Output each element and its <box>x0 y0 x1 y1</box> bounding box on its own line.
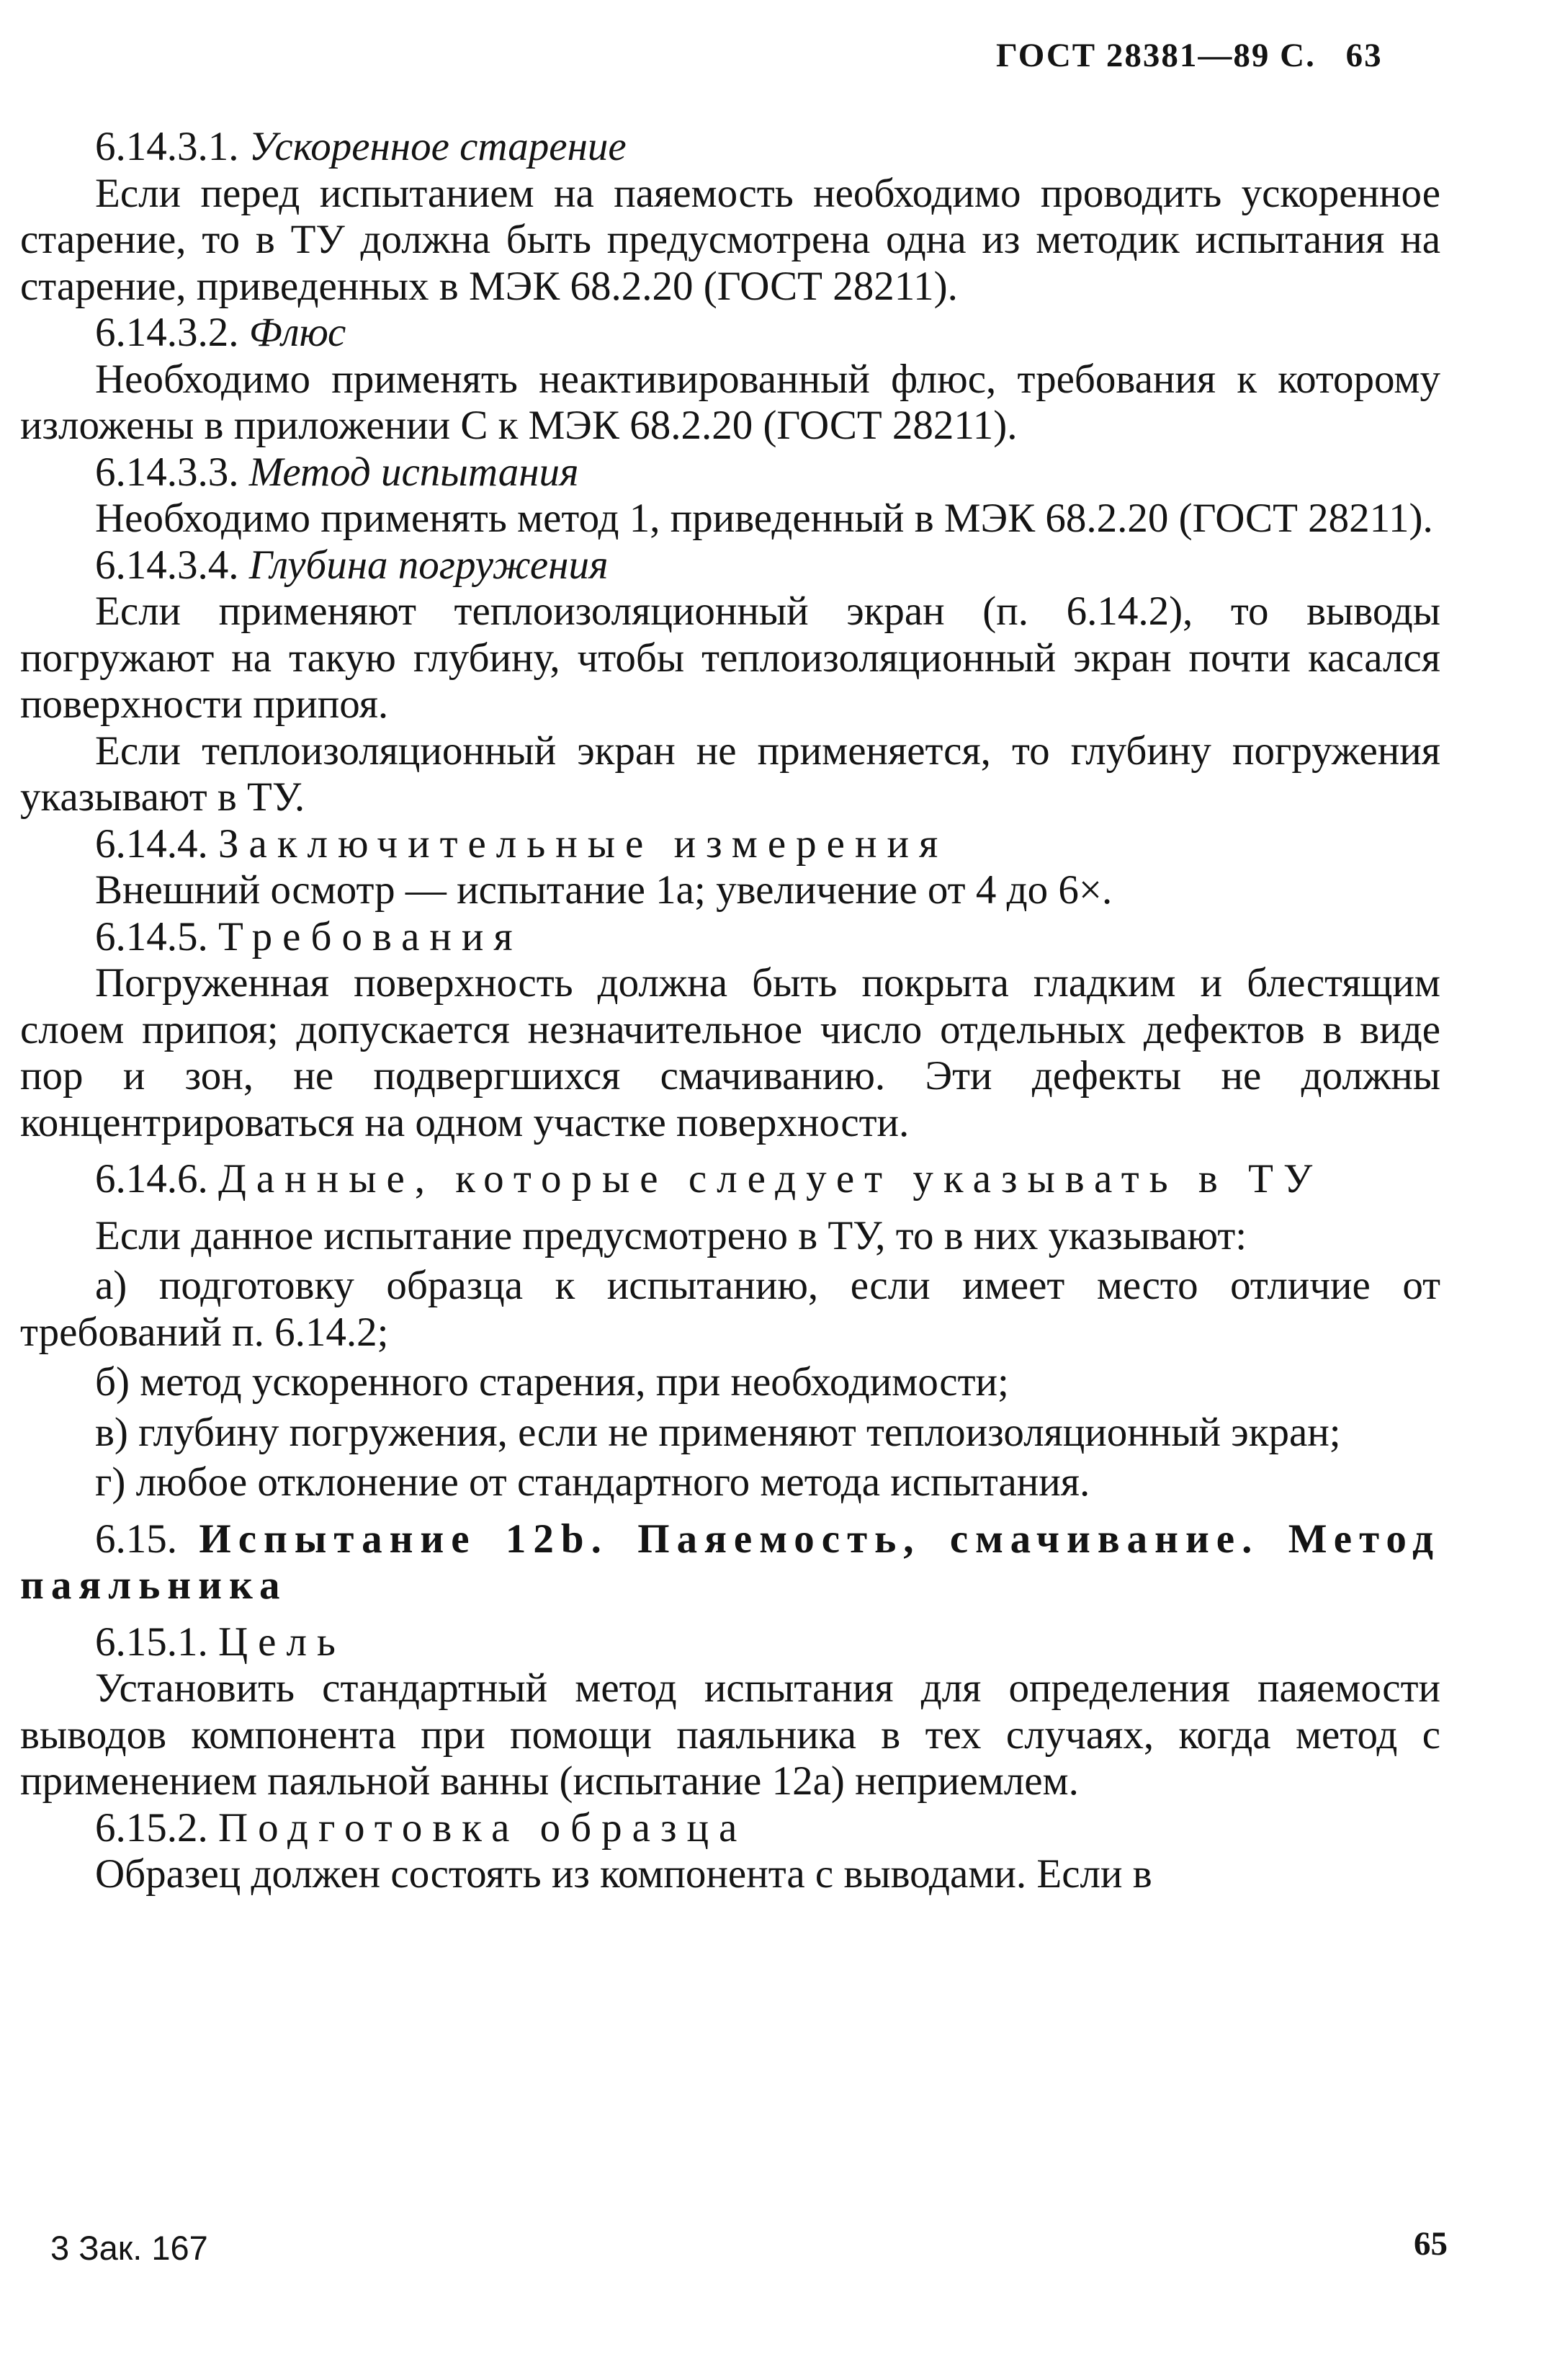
section-title: Испытание 12b. Паяемость, смачивание. Метод паяльника <box>20 1516 1441 1608</box>
section-6-14-6-heading <box>20 1156 1440 1203</box>
standard-number: ГОСТ 28381—89 С. <box>996 37 1316 74</box>
section-number: 6.14.3.2. <box>95 310 239 355</box>
section-6-14-4-heading <box>20 821 1440 868</box>
section-title: Цель <box>218 1619 346 1665</box>
section-6-15-2-heading <box>20 1805 1440 1852</box>
section-6-14-5-heading <box>20 914 1440 961</box>
section-6-14-3-3-heading <box>20 449 1440 496</box>
section-number: 6.15.2. <box>95 1804 208 1851</box>
section-6-14-3-3-text: Необходимо применять метод 1, приведенный в МЭК 68.2.20 (ГОСТ 28211). <box>95 496 1433 541</box>
page-number: 63 <box>1345 37 1383 74</box>
section-6-15-heading <box>20 1516 1440 1609</box>
document-body <box>20 124 1440 1898</box>
section-title: Ускоренное старение <box>248 124 627 169</box>
page-header <box>996 36 1383 75</box>
section-title: Данные, которые следует указывать в ТУ <box>218 1156 1323 1202</box>
section-6-15-1-text: Установить стандартный метод испытания для определения паяемости выводов компонента при помощи паяльника в тех случаях, когда метод с применением паяльной ванны (испытание 12а) неприемлем. <box>20 1665 1440 1804</box>
list-item: а) подготовку образца к испытанию, если имеет место отличие от требований п. 6.14.2; <box>20 1263 1440 1355</box>
list-item: в) глубину погружения, если не применяют теплоизоляционный экран; <box>95 1409 1341 1455</box>
section-6-14-6-intro: Если данное испытание предусмотрено в ТУ, то в них указывают: <box>95 1212 1247 1258</box>
section-number: 6.14.3.3. <box>95 449 239 495</box>
section-number: 6.14.3.4. <box>95 542 239 588</box>
section-6-15-1-heading <box>20 1619 1440 1666</box>
print-order-mark: 3 Зак. 167 <box>50 2229 208 2267</box>
section-6-14-3-4-text-1: Если применяют теплоизоляционный экран (п. 6.14.2), то выводы погружают на такую глубину, чтобы теплоизоляционный экран почти касался поверхности припоя. <box>20 589 1440 727</box>
sheet-number: 65 <box>1414 2225 1448 2263</box>
list-item: г) любое отклонение от стандартного метода испытания. <box>95 1459 1090 1505</box>
section-6-15-2-text: Образец должен состоять из компонента с выводами. Если в <box>95 1851 1152 1897</box>
list-item: б) метод ускоренного старения, при необходимости; <box>95 1359 1009 1405</box>
section-6-14-3-2-heading <box>20 310 1440 357</box>
section-6-14-3-4-text-2: Если теплоизоляционный экран не применяется, то глубину погружения указывают в ТУ. <box>20 728 1440 820</box>
section-title: Подготовка образца <box>218 1804 748 1851</box>
section-title: Глубина погружения <box>248 542 609 588</box>
section-number: 6.14.4. <box>95 820 208 867</box>
section-number: 6.14.6. <box>95 1156 208 1202</box>
section-6-14-5-text: Погруженная поверхность должна быть покрыта гладким и блестящим слоем припоя; допускается незначительное число отдельных дефектов в виде пор и зон, не подвергшихся смачиванию. Эти дефекты не должны концентрироваться на одном участке поверхности. <box>20 960 1440 1145</box>
section-number: 6.15. <box>95 1516 177 1562</box>
section-title: Метод испытания <box>248 449 579 495</box>
section-6-14-3-1-text: Если перед испытанием на паяемость необходимо проводить ускоренное старение, то в ТУ должна быть предусмотрена одна из методик испытания на старение, приведенных в МЭК 68.2.20 (ГОСТ 28211). <box>20 170 1440 309</box>
section-title: Требования <box>218 913 523 959</box>
section-number: 6.14.3.1. <box>95 124 239 169</box>
section-number: 6.14.5. <box>95 913 208 959</box>
section-number: 6.15.1. <box>95 1619 208 1665</box>
section-6-14-3-4-heading <box>20 542 1440 589</box>
section-6-14-3-2-text: Необходимо применять неактивированный флюс, требования к которому изложены в приложении С к МЭК 68.2.20 (ГОСТ 28211). <box>20 356 1440 448</box>
section-title: Заключительные измерения <box>218 820 949 867</box>
section-title: Флюс <box>248 310 346 355</box>
section-6-14-4-text: Внешний осмотр — испытание 1а; увеличение от 4 до 6×. <box>95 867 1113 913</box>
section-6-14-3-1-heading <box>20 124 1440 171</box>
